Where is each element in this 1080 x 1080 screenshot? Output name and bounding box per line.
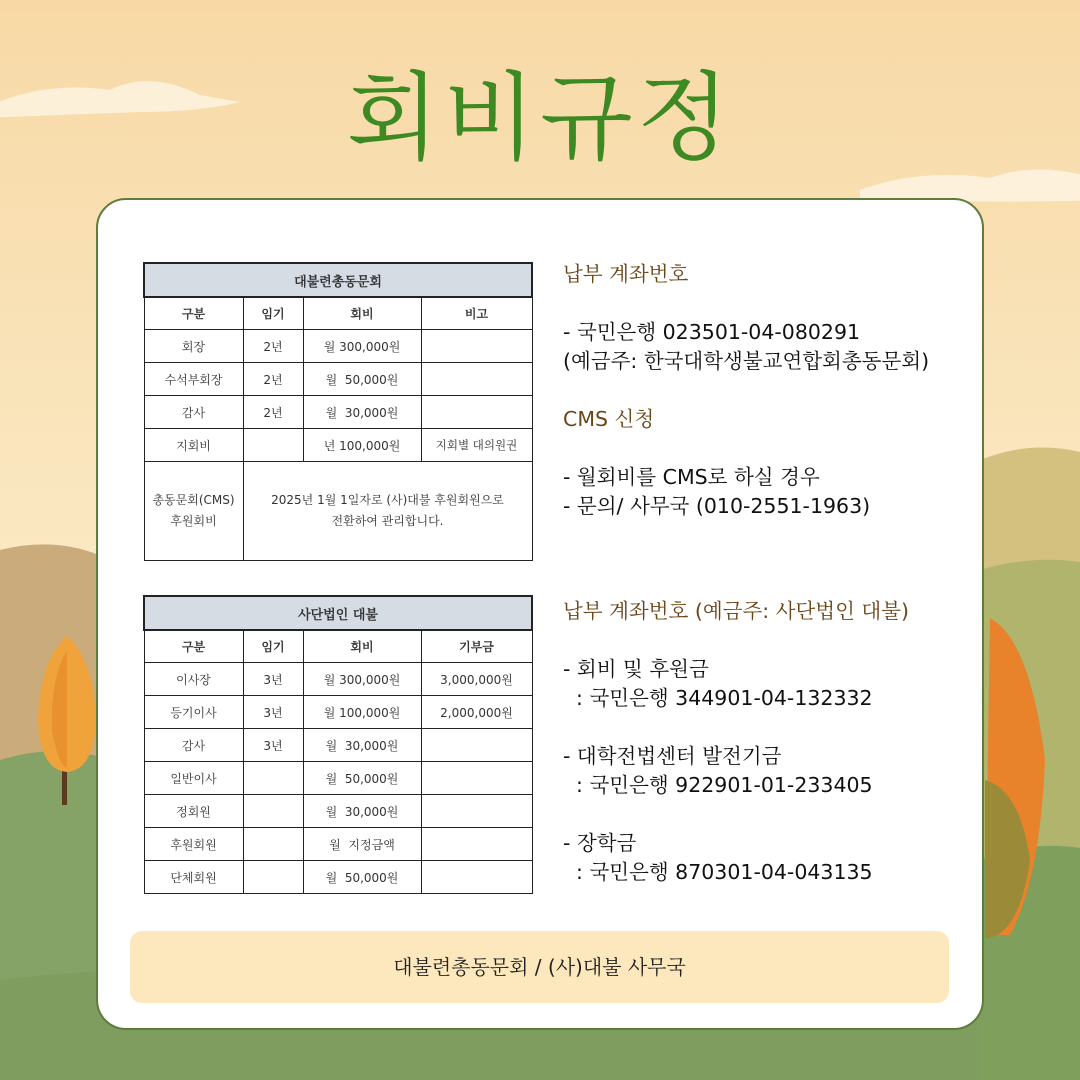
table-cell xyxy=(243,861,303,894)
table-caption: 대불련총동문회 xyxy=(144,263,532,297)
table-row xyxy=(144,663,532,696)
cms-line: - 월회비를 CMS로 하실 경우 xyxy=(563,465,820,489)
alumni-account-info xyxy=(563,260,929,521)
table-row xyxy=(144,762,532,795)
account-number: : 국민은행 344901-04-132332 xyxy=(563,686,873,710)
account-holder-line: (예금주: 한국대학생불교연합회총동문회) xyxy=(563,349,930,373)
table-cell: 월 50,000원 xyxy=(303,861,421,894)
table-row xyxy=(144,828,532,861)
alumni-fee-table xyxy=(143,262,533,561)
table-cell: 3,000,000원 xyxy=(421,663,532,696)
column-header: 기부금 xyxy=(421,630,532,663)
table-row xyxy=(144,696,532,729)
table-cell xyxy=(243,762,303,795)
table-cell: 월 300,000원 xyxy=(303,330,421,363)
table-row xyxy=(144,396,532,429)
corporation-fee-table xyxy=(143,595,533,894)
cms-note-line: 전환하여 관리합니다. xyxy=(331,514,444,528)
table-cell: 회장 xyxy=(144,330,243,363)
corporation-account-info xyxy=(563,597,909,887)
table-cell: 2,000,000원 xyxy=(421,696,532,729)
table-row xyxy=(144,462,532,561)
table-row xyxy=(144,330,532,363)
table-cell xyxy=(421,828,532,861)
table-cell: 정회원 xyxy=(144,795,243,828)
table-cell: 일반이사 xyxy=(144,762,243,795)
table-cell: 지회별 대의원권 xyxy=(421,429,532,462)
table-cell: 월 30,000원 xyxy=(303,795,421,828)
table-row xyxy=(144,795,532,828)
table-cell xyxy=(421,396,532,429)
table-cell: 2년 xyxy=(243,330,303,363)
table-cell xyxy=(243,828,303,861)
table-cell: 월 30,000원 xyxy=(303,729,421,762)
table-cell: 후원회원 xyxy=(144,828,243,861)
table-cell xyxy=(421,861,532,894)
column-header: 회비 xyxy=(303,297,421,330)
table-cell: 월 30,000원 xyxy=(303,396,421,429)
account-number: : 국민은행 870301-04-043135 xyxy=(563,860,873,884)
table-cell xyxy=(243,795,303,828)
account-label: - 회비 및 후원금 xyxy=(563,657,709,681)
column-header: 임기 xyxy=(243,297,303,330)
table-cell xyxy=(243,429,303,462)
table-row xyxy=(144,729,532,762)
cms-heading: CMS 신청 xyxy=(563,407,655,431)
cms-label-cell xyxy=(144,462,243,561)
account-line: - 국민은행 023501-04-080291 xyxy=(563,320,861,344)
table-cell: 이사장 xyxy=(144,663,243,696)
footer-banner: 대불련총동문회 / (사)대불 사무국 xyxy=(130,931,949,1003)
table-cell: 지회비 xyxy=(144,429,243,462)
table-row xyxy=(144,861,532,894)
table-caption: 사단법인 대불 xyxy=(144,596,532,630)
table-row xyxy=(144,363,532,396)
cms-label-line: 총동문회(CMS) xyxy=(152,493,235,507)
table-cell: 3년 xyxy=(243,696,303,729)
table-cell xyxy=(421,330,532,363)
table-cell: 월 100,000원 xyxy=(303,696,421,729)
table-cell: 수석부회장 xyxy=(144,363,243,396)
cms-label-line: 후원회비 xyxy=(170,514,217,528)
table-cell: 년 100,000원 xyxy=(303,429,421,462)
column-header: 비고 xyxy=(421,297,532,330)
account-number: : 국민은행 922901-01-233405 xyxy=(563,773,873,797)
table-cell: 월 지정금액 xyxy=(303,828,421,861)
account-heading: 납부 계좌번호 (예금주: 사단법인 대불) xyxy=(563,599,910,623)
account-heading: 납부 계좌번호 xyxy=(563,262,689,286)
cms-note-line: 2025년 1월 1일자로 (사)대불 후원회원으로 xyxy=(271,493,504,507)
table-row xyxy=(144,429,532,462)
column-header: 회비 xyxy=(303,630,421,663)
table-cell xyxy=(421,729,532,762)
account-label: - 장학금 xyxy=(563,831,637,855)
column-header: 구분 xyxy=(144,297,243,330)
table-cell xyxy=(421,363,532,396)
table-cell: 감사 xyxy=(144,396,243,429)
column-header: 임기 xyxy=(243,630,303,663)
column-header: 구분 xyxy=(144,630,243,663)
account-label: - 대학전법센터 발전기금 xyxy=(563,744,782,768)
table-cell xyxy=(421,795,532,828)
table-cell: 3년 xyxy=(243,663,303,696)
table-cell: 단체회원 xyxy=(144,861,243,894)
table-cell: 월 300,000원 xyxy=(303,663,421,696)
table-cell: 2년 xyxy=(243,363,303,396)
table-cell: 감사 xyxy=(144,729,243,762)
page-title: 회비규정 xyxy=(346,62,734,174)
table-cell xyxy=(421,762,532,795)
table-cell: 등기이사 xyxy=(144,696,243,729)
cms-note-cell xyxy=(243,462,532,561)
table-cell: 2년 xyxy=(243,396,303,429)
table-cell: 3년 xyxy=(243,729,303,762)
cms-contact-line: - 문의/ 사무국 (010-2551-1963) xyxy=(563,494,871,518)
table-cell: 월 50,000원 xyxy=(303,762,421,795)
table-cell: 월 50,000원 xyxy=(303,363,421,396)
